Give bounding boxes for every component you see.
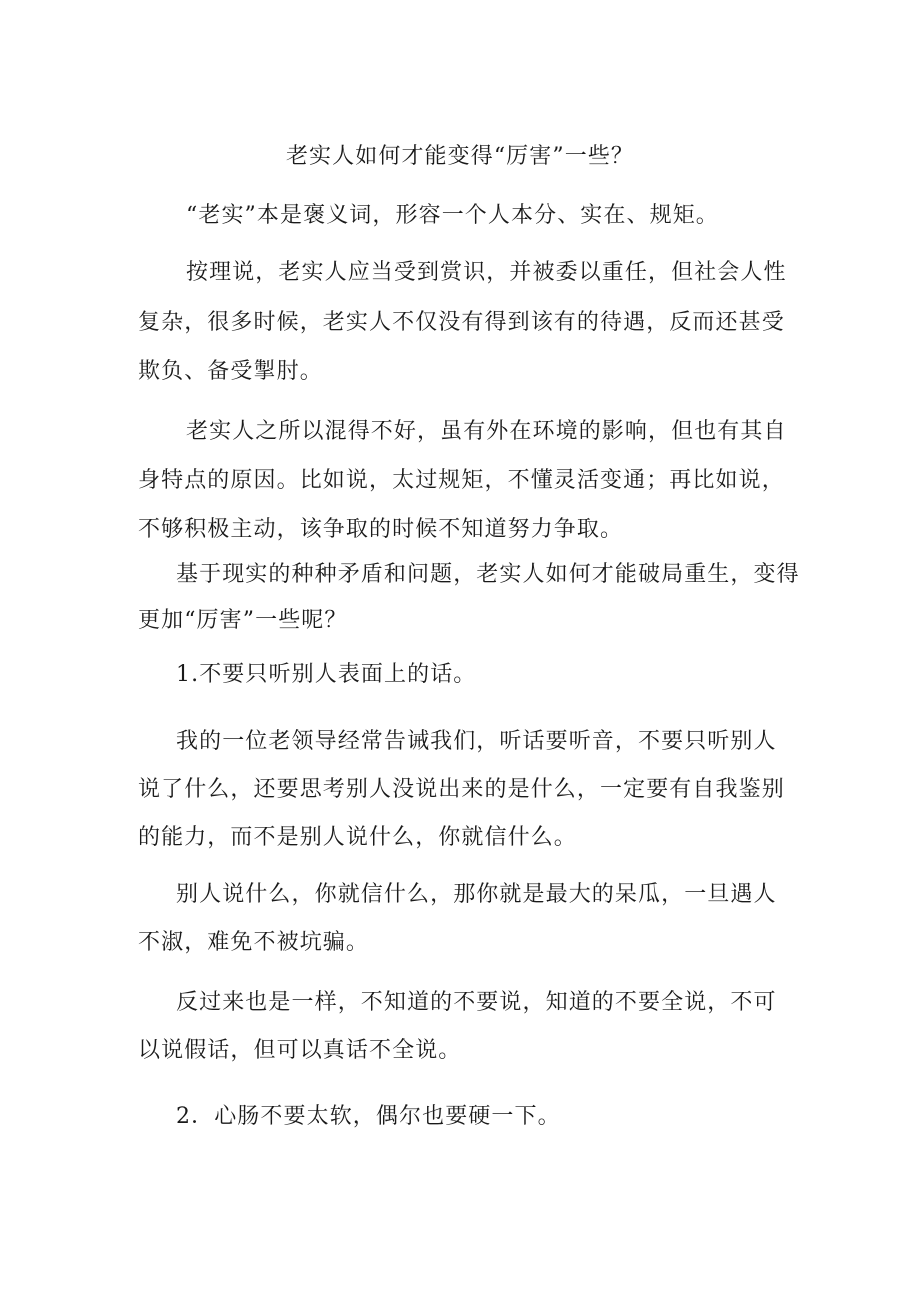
- paragraph-line: 不够积极主动，该争取的时候不知道努力争取。: [138, 517, 624, 542]
- paragraph-line: 身特点的原因。比如说，太过规矩，不懂灵活变通；再比如说，: [138, 468, 785, 493]
- paragraph-line: 说了什么，还要思考别人没说出来的是什么，一定要有自我鉴别: [138, 777, 785, 802]
- paragraph-line: 复杂，很多时候，老实人不仅没有得到该有的待遇，反而还甚受: [138, 310, 785, 335]
- paragraph-line: 别人说什么，你就信什么，那你就是最大的呆瓜，一旦遇人: [176, 882, 777, 907]
- paragraph-line: 基于现实的种种矛盾和问题，老实人如何才能破局重生，变得: [176, 562, 800, 587]
- paragraph-line: 欺负、备受掣肘。: [138, 359, 323, 384]
- section-heading: 2．心肠不要太软，偶尔也要硬一下。: [176, 1104, 561, 1129]
- paragraph-line: 我的一位老领导经常告诫我们，听话要听音，不要只听别人: [176, 729, 777, 754]
- section-heading: 1.不要只听别人表面上的话。: [176, 662, 477, 687]
- paragraph-line: 更加“厉害”一些呢？: [138, 608, 348, 633]
- paragraph-line: “老实”本是褒义词，形容一个人本分、实在、规矩。: [186, 203, 719, 228]
- document-title: 老实人如何才能变得“厉害”一些？: [285, 144, 635, 169]
- paragraph-line: 按理说，老实人应当受到赏识，并被委以重任，但社会人性: [186, 260, 787, 285]
- paragraph-line: 的能力，而不是别人说什么，你就信什么。: [138, 825, 577, 850]
- paragraph-line: 反过来也是一样，不知道的不要说，知道的不要全说，不可: [176, 990, 777, 1015]
- paragraph-line: 老实人之所以混得不好，虽有外在环境的影响，但也有其自: [186, 419, 787, 444]
- paragraph-line: 不淑，难免不被坑骗。: [138, 930, 370, 955]
- paragraph-line: 以说假话，但可以真话不全说。: [138, 1038, 462, 1063]
